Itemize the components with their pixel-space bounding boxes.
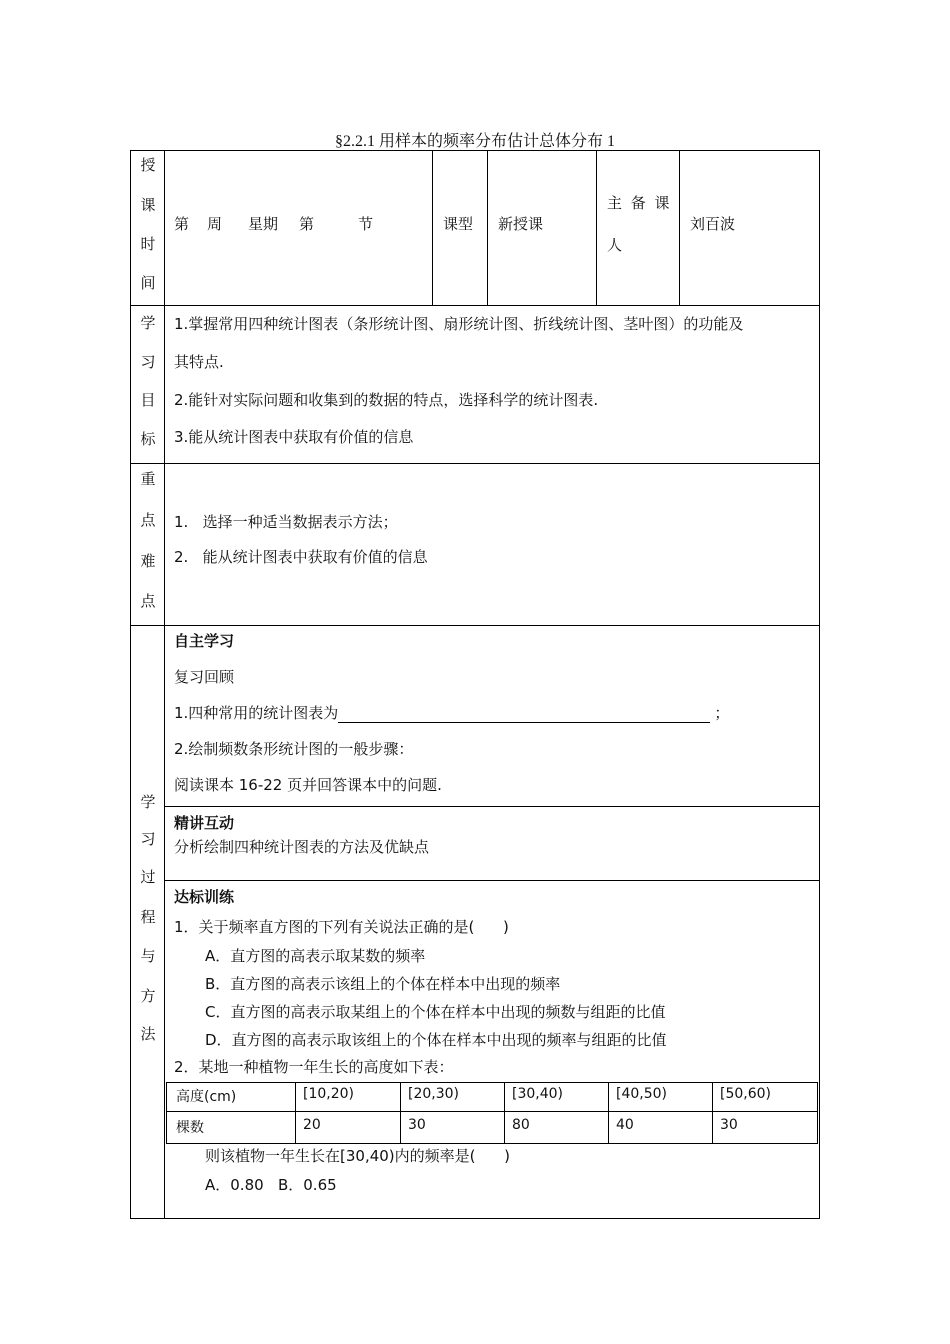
table-border-bottom	[130, 1218, 820, 1219]
option-b: B．直方图的高表示该组上的个体在样本中出现的频率	[205, 975, 561, 993]
question-2-options: A．0.80 B．0.65	[205, 1176, 337, 1194]
question-fill-blank: 1.四种常用的统计图表为 ；	[174, 704, 730, 722]
objective-line: 其特点.	[174, 353, 224, 371]
header-divider-2	[487, 150, 488, 306]
course-type-label: 课型	[443, 215, 474, 233]
objective-line: 3.能从统计图表中获取有价值的信息	[174, 428, 414, 446]
header-divider-3	[596, 150, 597, 306]
question-2: 2．某地一种植物一年生长的高度如下表：	[174, 1058, 454, 1076]
question-steps: 2.绘制频数条形统计图的一般步骤：	[174, 740, 414, 758]
question-2-prompt: 则该植物一年生长在[30,40)内的频率是( )	[205, 1147, 510, 1165]
reading-instruction: 阅读课本 16-22 页并回答课本中的问题.	[174, 776, 442, 794]
interaction-heading: 精讲互动	[174, 814, 235, 832]
question-1: 1．关于频率直方图的下列有关说法正确的是( )	[174, 918, 509, 936]
table-header-cell: [10,20)	[303, 1086, 355, 1102]
course-type-value: 新授课	[498, 215, 544, 233]
objective-line: 1.掌握常用四种统计图表（条形统计图、扇形统计图、折线统计图、茎叶图）的功能及	[174, 315, 744, 333]
label-column-divider	[164, 150, 165, 1219]
table-cell: 80	[512, 1117, 530, 1133]
table-cell: 40	[616, 1117, 634, 1133]
review-subheading: 复习回顾	[174, 668, 235, 686]
table-border-row3	[130, 625, 820, 626]
table-cell: 30	[720, 1117, 738, 1133]
table-border-top	[130, 150, 820, 151]
section-divider-1	[164, 806, 820, 807]
option-d: D．直方图的高表示取该组上的个体在样本中出现的频率与组距的比值	[205, 1031, 667, 1049]
preparer-value: 刘百波	[690, 215, 736, 233]
preparer-label-line2: 人	[607, 236, 623, 254]
table-border-row1	[130, 305, 820, 306]
table-header-cell: [50,60)	[720, 1086, 772, 1102]
table-header-cell: 高度(cm)	[176, 1089, 237, 1105]
table-cell: 棵数	[176, 1120, 204, 1136]
interaction-text: 分析绘制四种统计图表的方法及优缺点	[174, 838, 430, 856]
page-title: §2.2.1 用样本的频率分布估计总体分布 1	[334, 133, 615, 150]
training-heading: 达标训练	[174, 888, 235, 906]
table-border-right	[819, 150, 820, 1219]
objective-line: 2.能针对实际问题和收集到的数据的特点，选择科学的统计图表.	[174, 391, 599, 409]
option-a: A．直方图的高表示取某数的频率	[205, 947, 426, 965]
self-study-heading: 自主学习	[174, 632, 235, 650]
key-point-line: 2. 能从统计图表中获取有价值的信息	[174, 548, 428, 566]
table-border-row2	[130, 463, 820, 464]
table-cell: 30	[408, 1117, 426, 1133]
header-divider-4	[679, 150, 680, 306]
table-border-left	[130, 150, 131, 1219]
table-header-cell: [30,40)	[512, 1086, 564, 1102]
table-header-cell: [40,50)	[616, 1086, 668, 1102]
table-header-cell: [20,30)	[408, 1086, 460, 1102]
section-divider-2	[164, 880, 820, 881]
preparer-label-line1: 主 备 课	[607, 194, 672, 212]
key-point-line: 1. 选择一种适当数据表示方法；	[174, 513, 398, 531]
option-c: C．直方图的高表示取某组上的个体在样本中出现的频数与组距的比值	[205, 1003, 666, 1021]
table-cell: 20	[303, 1117, 321, 1133]
answer-blank[interactable]	[338, 706, 710, 723]
header-divider-1	[432, 150, 433, 306]
